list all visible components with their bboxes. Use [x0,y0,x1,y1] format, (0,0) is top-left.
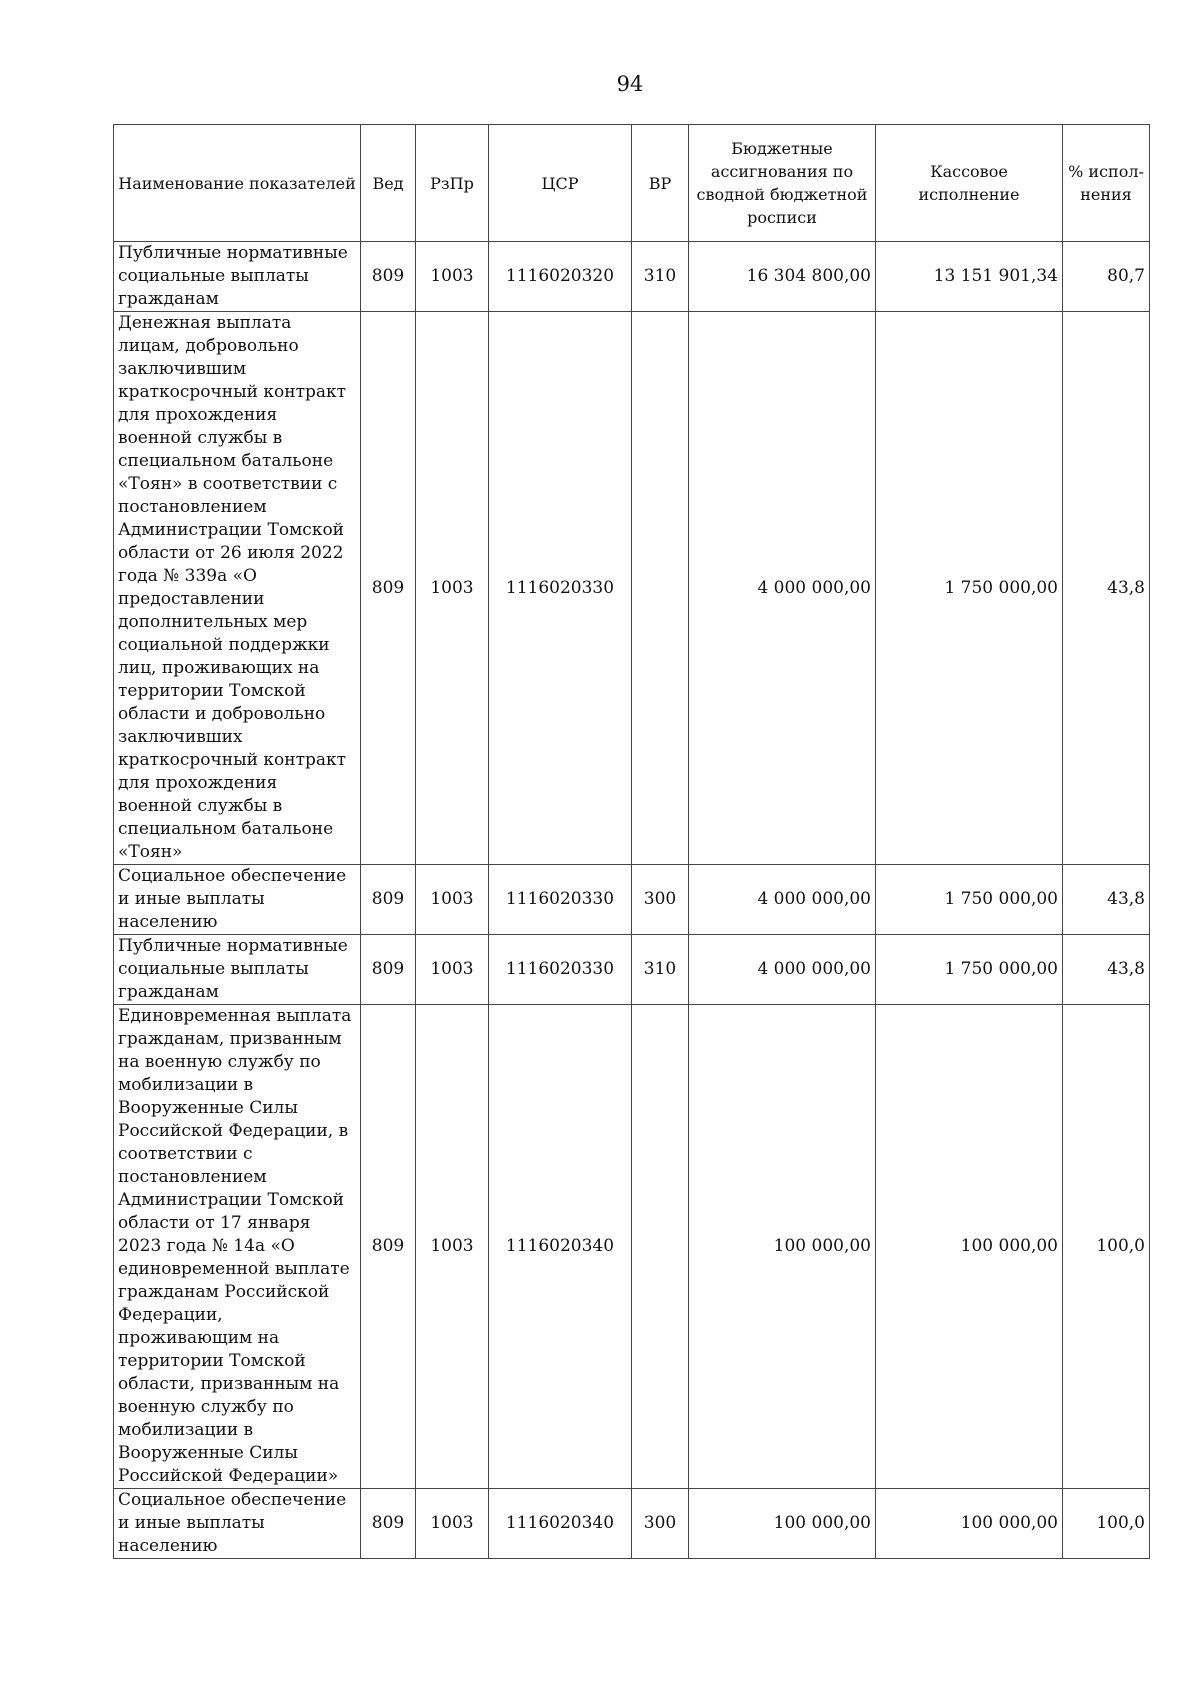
row-rzpr: 1003 [416,312,489,865]
row-vr: 300 [632,865,689,935]
row-cash-execution: 100 000,00 [876,1005,1063,1489]
row-vr [632,312,689,865]
row-ved: 809 [361,1489,416,1559]
row-vr: 310 [632,242,689,312]
row-csr: 1116020340 [489,1005,632,1489]
row-ved: 809 [361,865,416,935]
row-percent: 100,0 [1063,1489,1150,1559]
row-assignments: 4 000 000,00 [689,865,876,935]
table-row [114,935,1150,1005]
row-rzpr: 1003 [416,935,489,1005]
row-csr: 1116020330 [489,312,632,865]
header-ved: Вед [361,125,416,242]
row-rzpr: 1003 [416,1005,489,1489]
row-name: Публичные нормативные социальные выплаты гражданам [114,935,361,1005]
table-row [114,242,1150,312]
row-percent: 43,8 [1063,935,1150,1005]
row-assignments: 4 000 000,00 [689,935,876,1005]
row-percent: 43,8 [1063,312,1150,865]
row-vr: 300 [632,1489,689,1559]
header-assignments: Бюджетные ассигнования по сводной бюджетной росписи [689,125,876,242]
header-name: Наименование показателей [114,125,361,242]
row-cash-execution: 1 750 000,00 [876,935,1063,1005]
row-assignments: 16 304 800,00 [689,242,876,312]
row-assignments: 4 000 000,00 [689,312,876,865]
row-ved: 809 [361,1005,416,1489]
row-csr: 1116020330 [489,865,632,935]
header-csr: ЦСР [489,125,632,242]
row-percent: 80,7 [1063,242,1150,312]
row-name: Социальное обеспечение и иные выплаты населению [114,865,361,935]
budget-execution-table [113,124,1150,1559]
row-percent: 43,8 [1063,865,1150,935]
table-row [114,865,1150,935]
row-rzpr: 1003 [416,1489,489,1559]
row-ved: 809 [361,312,416,865]
row-percent: 100,0 [1063,1005,1150,1489]
table-row [114,1005,1150,1489]
table-row [114,312,1150,865]
row-cash-execution: 1 750 000,00 [876,312,1063,865]
row-rzpr: 1003 [416,865,489,935]
row-name: Единовременная выплата гражданам, призванным на военную службу по мобилизации в Вооруженные Силы Российской Федерации, в соответствии с постановлением Администрации Томской области от 17 января 2023 года № 14а «О единовременной выплате гражданам Российской Федерации, проживающим на территории Томской области, призванным на военную службу по мобилизации в Вооруженные Силы Российской Федерации» [114,1005,361,1489]
header-percent-execution: % испол-нения [1063,125,1150,242]
table-header-row [114,125,1150,242]
row-vr: 310 [632,935,689,1005]
row-cash-execution: 100 000,00 [876,1489,1063,1559]
row-vr [632,1005,689,1489]
row-ved: 809 [361,242,416,312]
row-name: Денежная выплата лицам, добровольно заключившим краткосрочный контракт для прохождения военной службы в специальном батальоне «Тоян» в соответствии с постановлением Администрации Томской области от 26 июля 2022 года № 339а «О предоставлении дополнительных мер социальной поддержки лиц, проживающих на территории Томской области и добровольно заключивших краткосрочный контракт для прохождения военной службы в специальном батальоне «Тоян» [114,312,361,865]
row-name: Публичные нормативные социальные выплаты гражданам [114,242,361,312]
header-rzpr: РзПр [416,125,489,242]
table-row [114,1489,1150,1559]
row-assignments: 100 000,00 [689,1005,876,1489]
row-csr: 1116020330 [489,935,632,1005]
header-cash-execution: Кассовое исполнение [876,125,1063,242]
row-rzpr: 1003 [416,242,489,312]
row-assignments: 100 000,00 [689,1489,876,1559]
row-csr: 1116020320 [489,242,632,312]
header-vr: ВР [632,125,689,242]
row-csr: 1116020340 [489,1489,632,1559]
row-cash-execution: 1 750 000,00 [876,865,1063,935]
row-cash-execution: 13 151 901,34 [876,242,1063,312]
row-ved: 809 [361,935,416,1005]
page-number: 94 [616,72,644,96]
row-name: Социальное обеспечение и иные выплаты населению [114,1489,361,1559]
